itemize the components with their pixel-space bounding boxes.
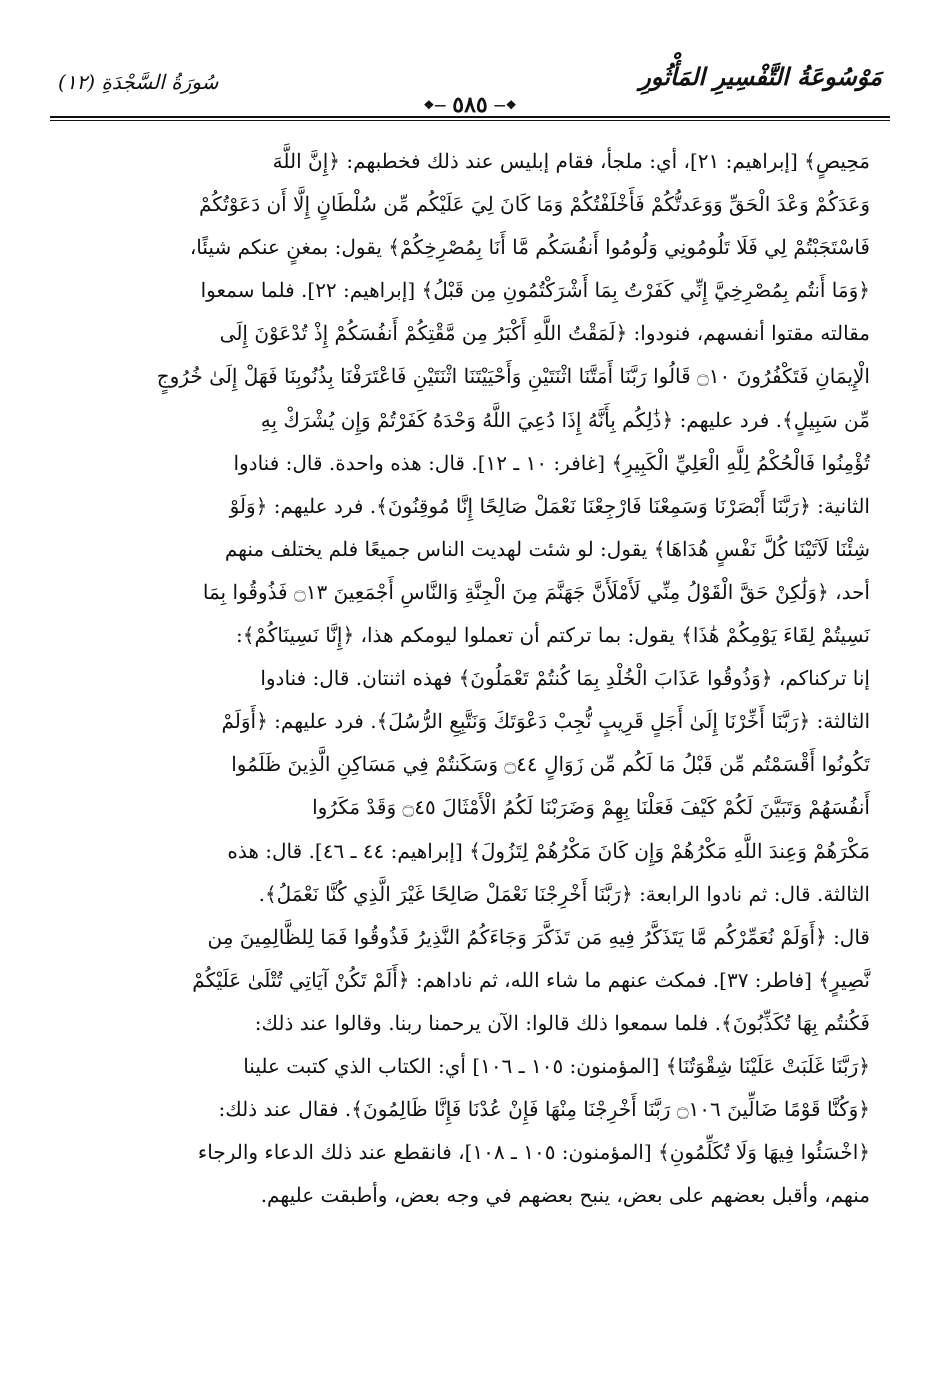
text-line: تُؤْمِنُوا فَالْحُكْمُ لِلَّهِ الْعَلِيِّ الْكَبِيرِ﴾ [غافر: ١٠ ـ ١٢]. قال: هذه واحدة. قال: فنادوا [233, 450, 870, 475]
header-divider [50, 116, 890, 118]
text-line: أحد، ﴿وَلَٰكِنْ حَقَّ الْقَوْلُ مِنِّي لَأَمْلَأَنَّ جَهَنَّمَ مِنَ الْجِنَّةِ وَالنَّاسِ أَجْمَعِينَ ۝١٣ فَذُوقُوا بِمَا [202, 579, 870, 604]
text-line: ﴿رَبَّنَا غَلَبَتْ عَلَيْنَا شِقْوَتُنَا﴾ [المؤمنون: ١٠٥ ـ ١٠٦] أي: الكتاب الذي كتبت علينا [243, 1053, 870, 1078]
text-line: مقالته مقتوا أنفسهم، فنودوا: ﴿لَمَقْتُ اللَّهِ أَكْبَرُ مِن مَّقْتِكُمْ أَنفُسَكُمْ إِذْ تُدْعَوْنَ إِلَى [219, 321, 870, 346]
text-line: ﴿وَكُنَّا قَوْمًا ضَالِّينَ ۝١٠٦ رَبَّنَا أَخْرِجْنَا مِنْهَا فَإِنْ عُدْنَا فَإِنَّا ظَالِمُونَ﴾. فقال عند ذلك: [218, 1097, 870, 1122]
text-line: فَاسْتَجَبْتُمْ لِي فَلَا تَلُومُونِي وَلُومُوا أَنفُسَكُم مَّا أَنَا بِمُصْرِخِكُمْ﴾ يقول: بمغنٍ عنكم شيئًا، [189, 235, 870, 260]
page-header [50, 52, 890, 118]
text-line: مَكْرَهُمْ وَعِندَ اللَّهِ مَكْرُهُمْ وَإِن كَانَ مَكْرُهُمْ لِتَزُولَ﴾ [إبراهيم: ٤٤ ـ ٤٦]. قال: هذه [227, 838, 870, 863]
text-line: الثالثة: ﴿رَبَّنَا أَخِّرْنَا إِلَىٰ أَجَلٍ قَرِيبٍ نُّجِبْ دَعْوَتَكَ وَنَتَّبِعِ الرُّسُلَ﴾. فرد عليهم: ﴿أَوَلَمْ [221, 709, 870, 734]
text-line: الْإِيمَانِ فَتَكْفُرُونَ ۝١٠ قَالُوا رَبَّنَا أَمَتَّنَا اثْنَتَيْنِ وَأَحْيَيْتَنَا اثْنَتَيْنِ فَاعْتَرَفْنَا بِذُنُوبِنَا فَهَلْ إِلَىٰ خُرُوجٍ [156, 364, 870, 389]
text-line: مَحِيصٍ﴾ [إبراهيم: ٢١]، أي: ملجأ، فقام إبليس عند ذلك فخطبهم: ﴿إِنَّ اللَّهَ [272, 149, 870, 173]
surah-label: سُورَةُ السَّجْدَةِ (١٢) [58, 70, 219, 94]
text-line: شِئْنَا لَآتَيْنَا كُلَّ نَفْسٍ هُدَاهَا﴾ يقول: لو شئت لهديت الناس جميعًا فلم يختلف منهم [224, 536, 870, 561]
book-title: مَوْسُوعَةُ التَّفْسِيرِ المَأْثُورِ [639, 62, 882, 91]
text-line: ﴿وَمَا أَنتُم بِمُصْرِخِيَّ إِنِّي كَفَرْتُ بِمَا أَشْرَكْتُمُونِ مِن قَبْلُ﴾ [إبراهيم: ٢٢]. فلما سمعوا [200, 278, 870, 303]
body-text [70, 140, 870, 1217]
ornament-icon: —❖ [423, 98, 447, 112]
text-line: إنا تركناكم، ﴿وَذُوقُوا عَذَابَ الْخُلْدِ بِمَا كُنتُمْ تَعْمَلُونَ﴾ فهذه اثنتان. قال: فنادوا [260, 666, 870, 691]
page-number: ٥٨٥ [452, 92, 488, 118]
text-line: تَكُونُوا أَقْسَمْتُم مِّن قَبْلُ مَا لَكُم مِّن زَوَالٍ ۝٤٤ وَسَكَنتُمْ فِي مَسَاكِنِ الَّذِينَ ظَلَمُوا [231, 752, 870, 777]
text-line: نَّصِيرٍ﴾ [فاطر: ٣٧]. فمكث عنهم ما شاء الله، ثم ناداهم: ﴿أَلَمْ تَكُنْ آيَاتِي تُتْلَىٰ عَلَيْكُمْ [192, 967, 870, 992]
page-number-block [412, 92, 529, 118]
text-line: ﴿اخْسَئُوا فِيهَا وَلَا تُكَلِّمُونِ﴾ [المؤمنون: ١٠٥ ـ ١٠٨]، فانقطع عند ذلك الدعاء والرجاء [197, 1140, 870, 1165]
text-line: مِّن سَبِيلٍ﴾. فرد عليهم: ﴿ذَٰلِكُم بِأَنَّهُ إِذَا دُعِيَ اللَّهُ وَحْدَهُ كَفَرْتُمْ وَإِن يُشْرَكْ بِهِ [260, 407, 870, 432]
text-line: قال: ﴿أَوَلَمْ نُعَمِّرْكُم مَّا يَتَذَكَّرُ فِيهِ مَن تَذَكَّرَ وَجَاءَكُمُ النَّذِيرُ فَذُوقُوا فَمَا لِلظَّالِمِينَ مِن [207, 924, 870, 949]
text-line: فَكُنتُم بِهَا تُكَذِّبُونَ﴾. فلما سمعوا ذلك قالوا: الآن يرحمنا ربنا. وقالوا عند ذلك: [254, 1010, 870, 1035]
text-line: نَسِيتُمْ لِقَاءَ يَوْمِكُمْ هَٰذَا﴾ يقول: بما تركتم أن تعملوا ليومكم هذا، ﴿إِنَّا نَسِينَاكُمْ﴾: [236, 623, 870, 648]
text-line: أَنفُسَهُمْ وَتَبَيَّنَ لَكُمْ كَيْفَ فَعَلْنَا بِهِمْ وَضَرَبْنَا لَكُمُ الْأَمْثَالَ ۝٤٥ وَقَدْ مَكَرُوا [312, 795, 870, 820]
ornament-icon: ❖— [493, 98, 517, 112]
header-divider-thin [50, 120, 890, 121]
text-line: منهم، وأقبل بعضهم على بعض، ينبح بعضهم في وجه بعض، وأطبقت عليهم. [260, 1183, 870, 1208]
text-line: الثالثة. قال: ثم نادوا الرابعة: ﴿رَبَّنَا أَخْرِجْنَا نَعْمَلْ صَالِحًا غَيْرَ الَّذِي كُنَّا نَعْمَلُ﴾. [258, 881, 870, 906]
text-line: الثانية: ﴿رَبَّنَا أَبْصَرْنَا وَسَمِعْنَا فَارْجِعْنَا نَعْمَلْ صَالِحًا إِنَّا مُوقِنُونَ﴾. فرد عليهم: ﴿وَلَوْ [229, 493, 870, 518]
text-line: وَعَدَكُمْ وَعْدَ الْحَقِّ وَوَعَدتُّكُمْ فَأَخْلَفْتُكُمْ وَمَا كَانَ لِيَ عَلَيْكُم مِّن سُلْطَانٍ إِلَّا أَن دَعَوْتُكُمْ [199, 192, 870, 217]
